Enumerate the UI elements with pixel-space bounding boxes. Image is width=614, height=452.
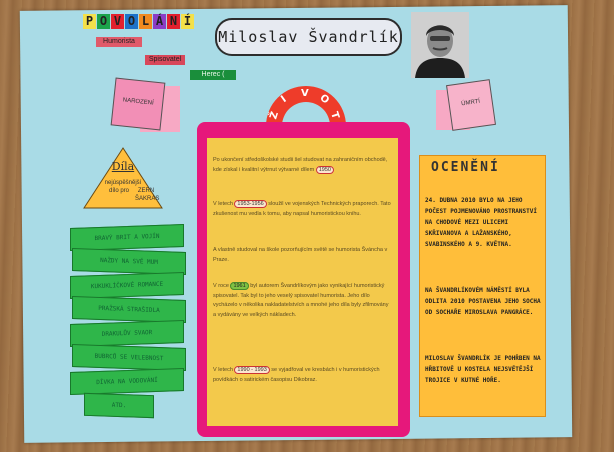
works-item: BUBRCŮ SE VELEBNOST [72, 344, 186, 371]
award-paragraph: MILOSLAV ŠVANDRLÍK JE POHŘBEN NA HŘBITOVĚ U KOSTELA NEJSVĚTĚJŠÍ TROJICE V KUTNÉ HOŘE. [425, 355, 541, 384]
works-item: NAŽDY NA SVĚ MUM [72, 248, 186, 275]
occupation-chip: Humorista [96, 37, 142, 47]
biography-text-part: V letech [213, 201, 235, 207]
biography-text-part: sloužil ve vojenských Technických praporech. Tato zkušenost mu vedla k tomu, aby napsal humoristickou knihu. [213, 201, 391, 217]
portrait-image [411, 12, 469, 78]
works-item: ATD. [84, 393, 154, 418]
death-flap-label: ÚMRTÍ [460, 98, 481, 108]
occupation-chip: Spisovatel [145, 55, 185, 65]
heading-letter: P [83, 14, 96, 29]
occupation-chip: Herec ( [190, 70, 236, 80]
biography-paragraph [213, 246, 393, 265]
works-item: BRAVÝ BRIT A VOJÍN [70, 224, 184, 251]
works-subtitle: nejúspěšnější [104, 180, 142, 186]
portrait-photo [411, 12, 469, 78]
award-paragraph: 24. DUBNA 2010 BYLO NA JEHO POČEST POJMENOVÁNO PROSTRANSTVÍ NA CHODOVÉ MEZI ULICEMI SKŘIVANOVA A LAŽANSKÉHO, SVABINSKÉHO A 9. KVĚTNA. [425, 197, 537, 248]
heading-letter: O [97, 14, 110, 29]
works-item: KUKUKLÍČKOVÉ ROMANCE [70, 272, 184, 299]
works-item: PRAŽSKÁ STRAŠIDLA [72, 296, 186, 323]
biography-text-part: se vyjadřoval ve kresbách i v humoristických povídkách o satirickém časopisu Dikobraz. [213, 367, 380, 383]
works-line: dílo pro [108, 188, 129, 194]
heading-letter: O [125, 14, 138, 29]
life-arc-letter: O [317, 92, 331, 107]
works-item: DRAKULŮV SVAOR [70, 320, 184, 347]
heading-letter: Í [181, 14, 194, 29]
heading-letter: L [139, 14, 152, 29]
heading-letter: N [167, 14, 180, 29]
biography-text-part: V roce [213, 283, 231, 289]
biography-text-part: Po ukončení středoškolské studii šel studovat na zahraničním obchodě, kde získal i kvalitní výtrnut výtvarné dílem [213, 157, 388, 173]
biography-paragraph [213, 366, 393, 385]
year-highlight: 1990 - 1993 [234, 366, 269, 374]
life-arc-text [262, 80, 350, 128]
biography-paragraph [213, 156, 393, 175]
life-arc-letter: Ž [267, 110, 281, 121]
works-extra: ŠAKRAS [135, 196, 160, 202]
birth-flap-label: NAROZENÍ [122, 97, 154, 107]
birth-flap [111, 78, 166, 131]
biography-text-part: byl autorem Švandrlíkovým jako vynikající humoristický spisovatel. Tak byl to jeho veselý spisovatel humorista. Jeho dílo vycházelo v několika nakladatelstvích a mnohé jeho díla byly zfilmovány a vydávány ve velkých nákladech. [213, 283, 389, 318]
year-highlight: 1953-1956 [234, 200, 266, 208]
life-arc-letter: V [301, 88, 309, 99]
biography-text-part: A vlastně studoval na škole pozorňujícím světě se humorista Šváncha v Praze. [213, 247, 388, 263]
biography-paragraph [213, 200, 393, 219]
works-author: ZERN [137, 188, 155, 194]
year-highlight: 1950 [316, 166, 334, 174]
name-title: Miloslav Švandrlík [215, 18, 402, 56]
death-flap [446, 79, 496, 131]
award-paragraph: NA ŠVANDRLÍKOVÉM NÁMĚSTÍ BYLA ODLITA 2010 POSTAVENA JEHO SOCHA OD SOCHAŘE MIROSLAVA PANGRÁCE. [425, 287, 541, 316]
works-item: DÍVKA NA VODOVÁNÍ [70, 368, 184, 395]
award-title: OCENĚNÍ [431, 160, 500, 175]
heading-letter: Á [153, 14, 166, 29]
life-arc-letter: I [279, 94, 289, 106]
heading-letter: V [111, 14, 124, 29]
works-title: Díla [111, 160, 135, 173]
year-highlight: 1961 [230, 282, 248, 290]
biography-paragraph [213, 282, 393, 320]
life-arc-letter: T [328, 110, 342, 121]
biography-text-part: V letech [213, 367, 235, 373]
